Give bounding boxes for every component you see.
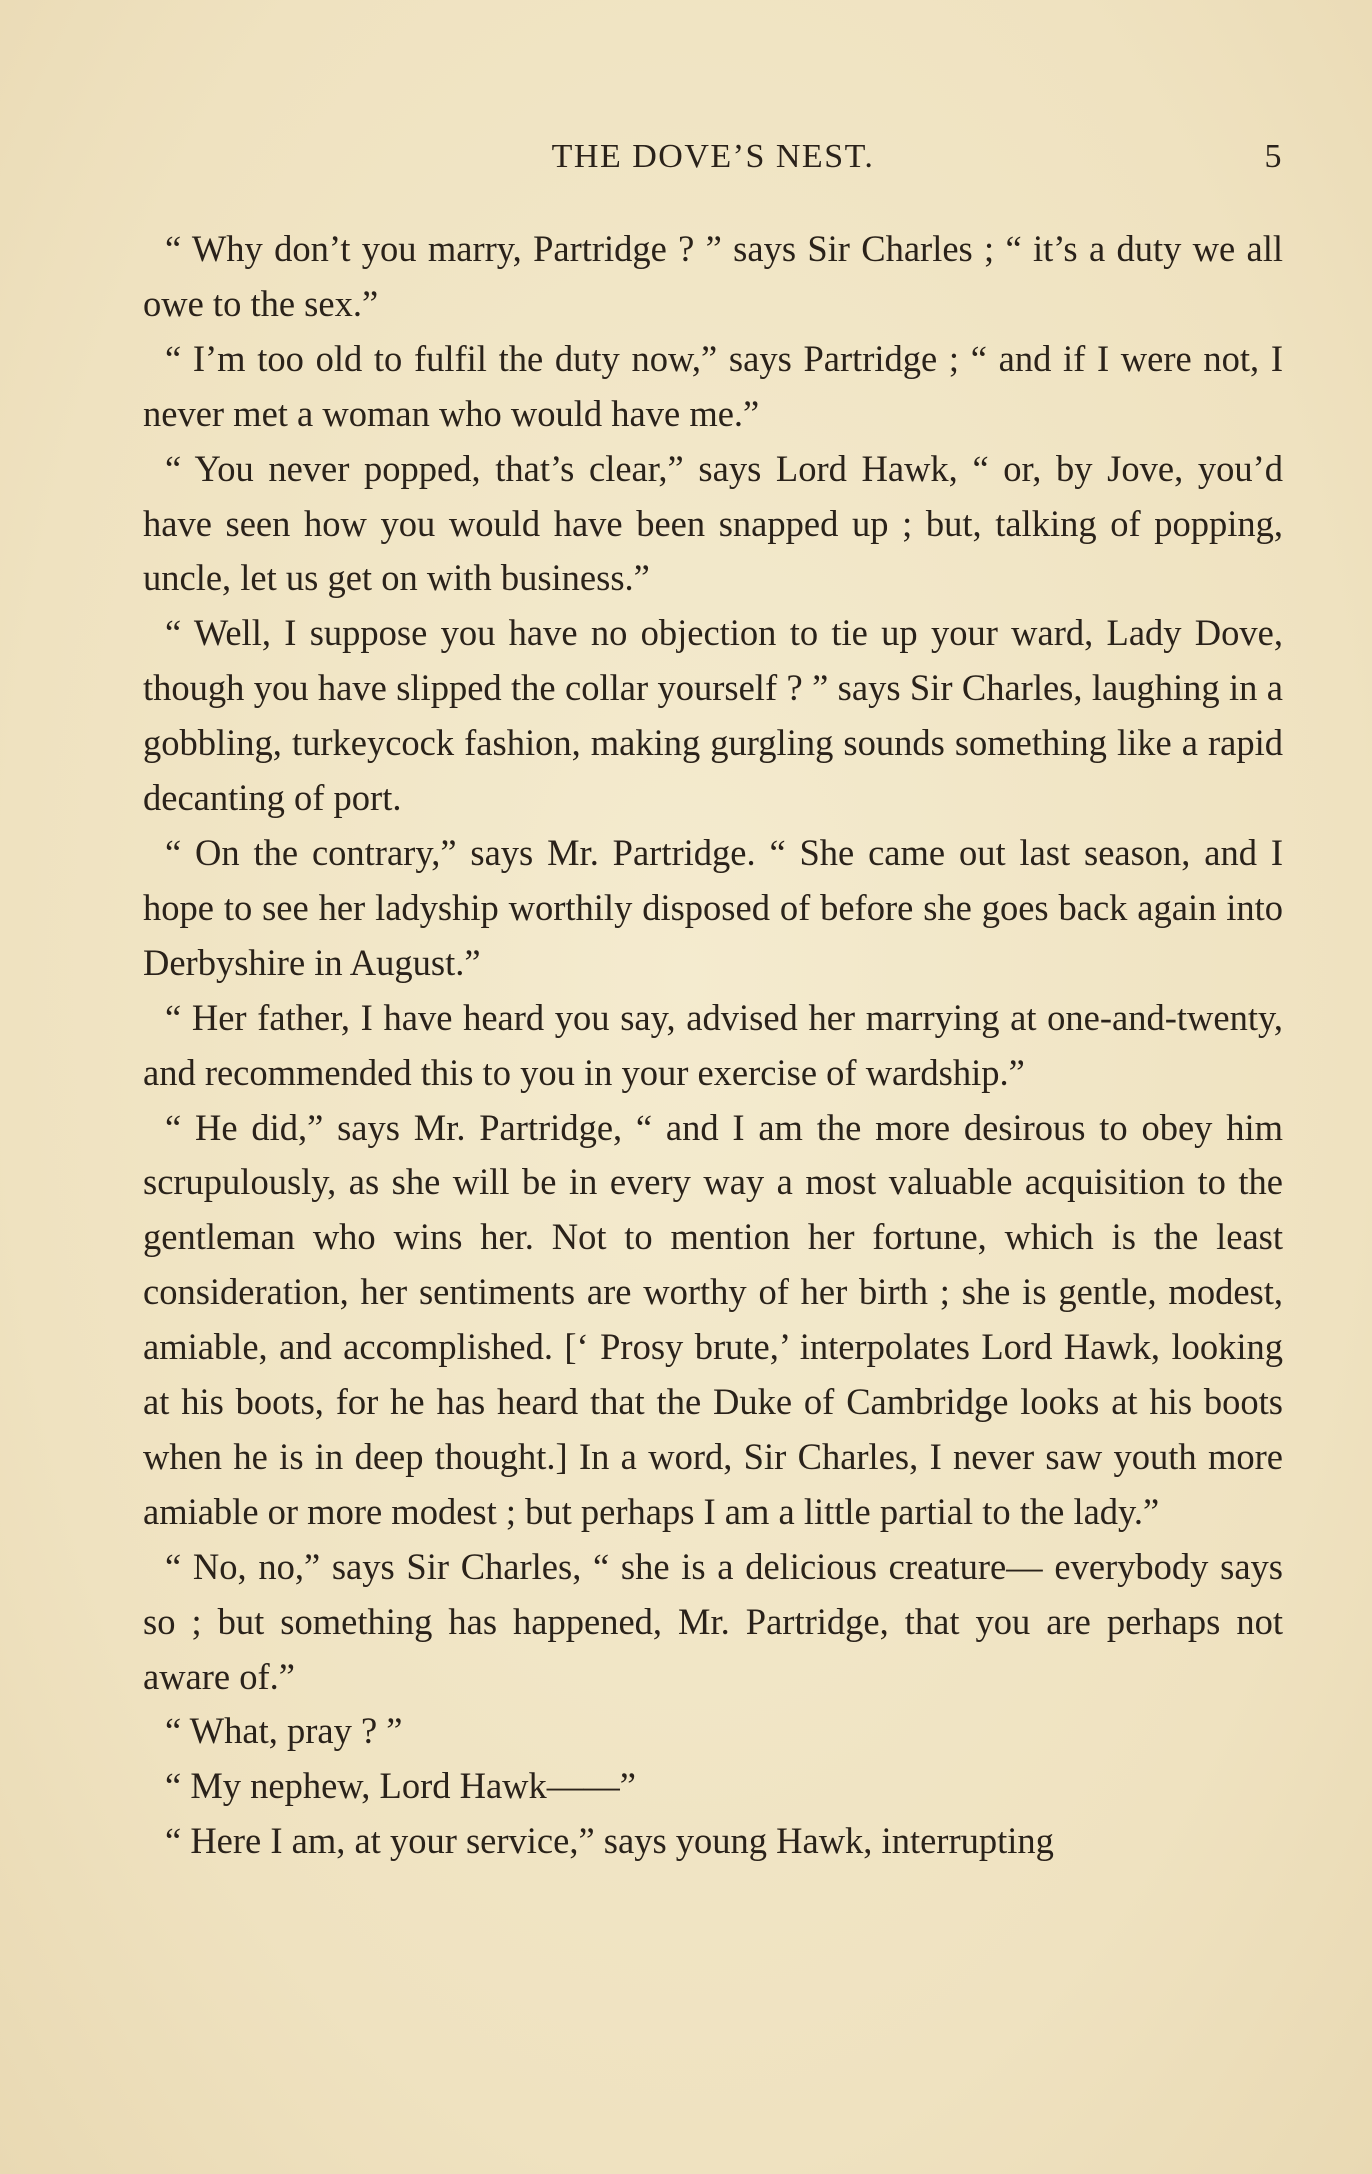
- paragraph: “ What, pray ? ”: [165, 1710, 403, 1752]
- paragraph: “ I’m too old to fulfil the duty now,” says Partridge ; “ and if I were not, I never met a woman who would have me.”: [143, 337, 1283, 434]
- paragraph: “ No, no,” says Sir Charles, “ she is a delicious creature— everybody says so ; but something has happened, Mr. Partridge, that you are perhaps not aware of.”: [143, 1545, 1283, 1697]
- paragraph: “ Why don’t you marry, Partridge ? ” says Sir Charles ; “ it’s a duty we all owe to the sex.”: [143, 228, 1283, 324]
- running-head: [143, 138, 1283, 188]
- body-text: [143, 222, 1283, 1869]
- paragraph: “ You never popped, that’s clear,” says Lord Hawk, “ or, by Jove, you’d have seen how you would have been snapped up ; but, talking of popping, uncle, let us get on with business.”: [143, 447, 1283, 599]
- paragraph: “ Well, I suppose you have no objection to tie up your ward, Lady Dove, though you have slipped the collar yourself ? ” says Sir Charles, laughing in a gobbling, turkeycock fashion, making gurgling sounds something like a rapid decanting of port.: [143, 612, 1283, 819]
- page-number: 5: [1264, 138, 1283, 175]
- paragraph: “ On the contrary,” says Mr. Partridge. “ She came out last season, and I hope to see her ladyship worthily disposed of before she goes back again into Derbyshire in August.”: [143, 831, 1283, 983]
- running-title: THE DOVE’S NEST.: [551, 138, 875, 175]
- paragraph: “ My nephew, Lord Hawk——”: [165, 1765, 636, 1807]
- paragraph: “ Here I am, at your service,” says young Hawk, interrupting: [165, 1820, 1054, 1862]
- paragraph: “ He did,” says Mr. Partridge, “ and I am the more desirous to obey him scrupulously, as she will be in every way a most valuable acquisition to the gentleman who wins her. Not to mention her fortune, which is the least consideration, her sentiments are worthy of her birth ; she is gentle, modest, amiable, and accomplished. [‘ Prosy brute,’ interpolates Lord Hawk, looking at his boots, for he has heard that the Duke of Cambridge looks at his boots when he is in deep thought.] In a word, Sir Charles, I never saw youth more amiable or more modest ; but perhaps I am a little partial to the lady.”: [143, 1106, 1283, 1532]
- paragraph: “ Her father, I have heard you say, advised her marrying at one-and-twenty, and recommended this to you in your exercise of wardship.”: [143, 996, 1283, 1093]
